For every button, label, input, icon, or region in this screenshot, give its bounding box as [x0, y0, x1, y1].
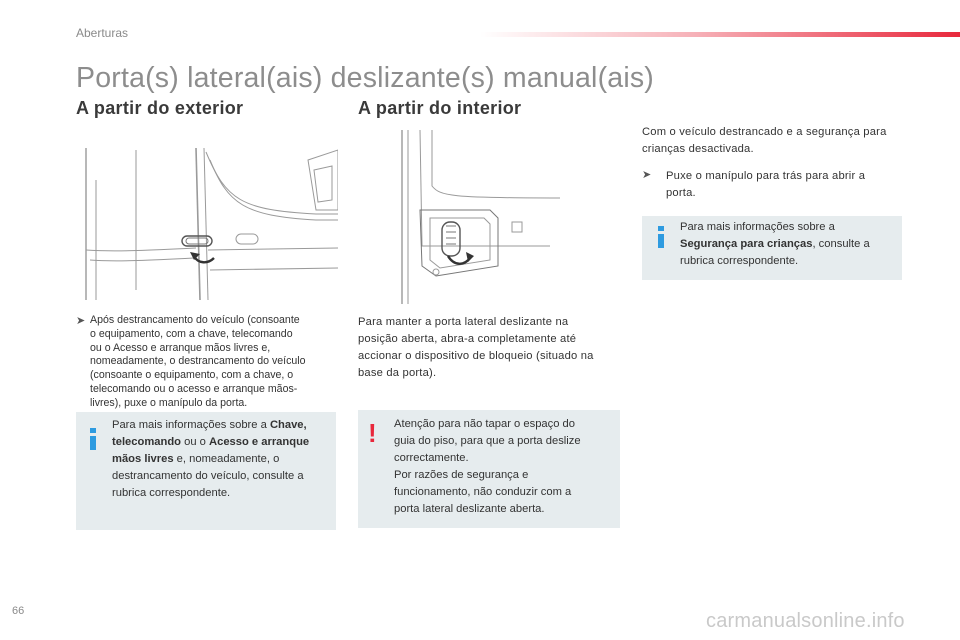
- info-icon: [658, 226, 664, 250]
- triangle-bullet-icon: ➤: [76, 315, 86, 327]
- page-number: 66: [12, 605, 25, 617]
- exterior-bullet: [76, 314, 338, 411]
- interior-line: accionar o dispositivo de bloqueio (situado na: [358, 350, 594, 362]
- right-info-box: [642, 216, 902, 280]
- exterior-line: telecomando ou o acesso e arranque mãos-: [90, 382, 298, 395]
- section-label: Aberturas: [76, 26, 129, 40]
- info-text: e, nomeadamente, o: [173, 453, 280, 465]
- exterior-line: ou o Acesso e arranque mãos livres e,: [90, 341, 271, 354]
- info-bold: Chave,: [269, 419, 307, 431]
- info-icon: [90, 428, 96, 452]
- info-bold: Acesso e arranque: [209, 436, 310, 448]
- page-title: Porta(s) lateral(ais) deslizante(s) manual(ais): [76, 62, 654, 94]
- info-text: ou o: [181, 436, 210, 448]
- info-text: Para mais informações sobre a: [680, 221, 835, 233]
- right-bullet-line: porta.: [666, 187, 696, 199]
- interior-paragraph: [358, 314, 620, 382]
- info-text: destrancamento do veículo, consulte a: [112, 470, 304, 482]
- interior-line: Para manter a porta lateral deslizante na: [358, 316, 569, 328]
- watermark: carmanualsonline.info: [706, 610, 905, 632]
- exterior-line: Após destrancamento do veículo (consoante: [90, 314, 300, 326]
- exterior-line: livres), puxe o manípulo da porta.: [90, 396, 248, 409]
- interior-door-illustration: [380, 126, 560, 304]
- warning-line: guia do piso, para que a porta deslize: [394, 435, 581, 447]
- right-bullet: [642, 168, 902, 202]
- warning-box: [358, 410, 620, 528]
- info-text: , consulte a: [812, 238, 870, 250]
- exterior-info-box: [76, 412, 336, 530]
- interior-line: posição aberta, abra-a completamente até: [358, 333, 577, 345]
- info-text: Para mais informações sobre a: [112, 419, 270, 431]
- exterior-line: nomeadamente, o destrancamento do veículo: [90, 355, 306, 368]
- info-bold: Segurança para crianças: [680, 238, 813, 250]
- right-intro-line: Com o veículo destrancado e a segurança para: [642, 126, 887, 138]
- header-accent-bar: [480, 32, 960, 37]
- info-bold: telecomando: [112, 436, 182, 448]
- exterior-line: (consoante o equipamento, com a chave, o: [90, 369, 294, 382]
- warning-line: porta lateral deslizante aberta.: [394, 503, 545, 515]
- right-intro: [642, 124, 912, 158]
- info-text: rubrica correspondente.: [680, 255, 799, 267]
- warning-line: funcionamento, não conduzir com a: [394, 486, 572, 498]
- right-bullet-line: Puxe o manípulo para trás para abrir a: [666, 170, 866, 182]
- heading-exterior: A partir do exterior: [76, 98, 244, 118]
- heading-interior: A partir do interior: [358, 98, 522, 118]
- warning-icon: !: [368, 418, 377, 448]
- warning-line: correctamente.: [394, 452, 469, 464]
- interior-line: base da porta).: [358, 367, 437, 379]
- info-bold: mãos livres: [112, 453, 174, 465]
- right-intro-line: crianças desactivada.: [642, 143, 754, 155]
- triangle-bullet-icon: ➤: [642, 169, 652, 181]
- warning-line: Por razões de segurança e: [394, 469, 529, 481]
- warning-line: Atenção para não tapar o espaço do: [394, 418, 575, 430]
- exterior-line: o equipamento, com a chave, telecomando: [90, 327, 293, 340]
- exterior-door-illustration: [76, 140, 338, 305]
- info-text: rubrica correspondente.: [112, 487, 231, 499]
